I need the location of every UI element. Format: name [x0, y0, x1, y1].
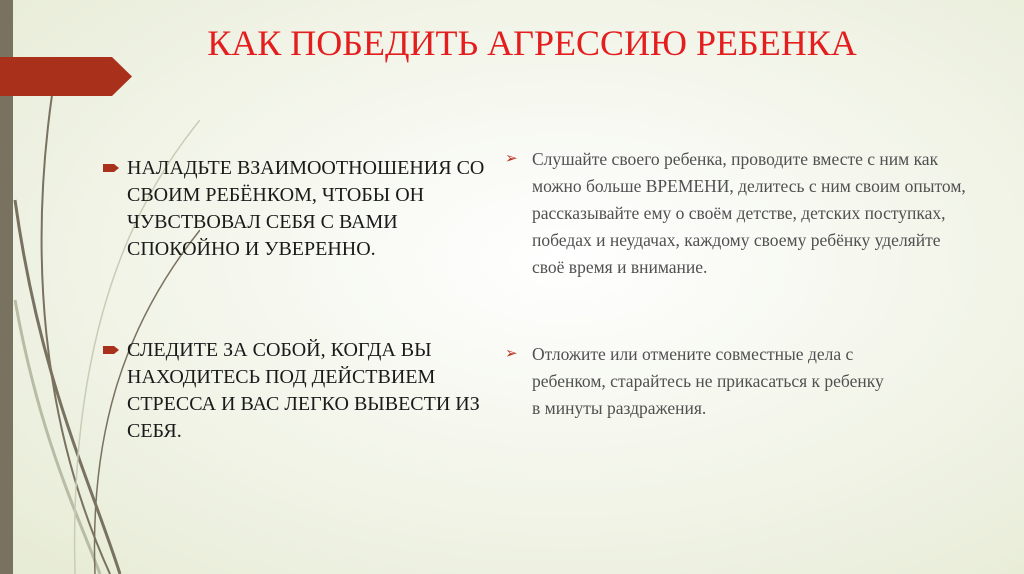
slide-title: КАК ПОБЕДИТЬ АГРЕССИЮ РЕБЕНКА [207, 23, 857, 63]
bullet-text: СЛЕДИТЕ ЗА СОБОЙ, КОГДА ВЫ НАХОДИТЕСЬ ПОД ДЕЙСТВИЕМ СТРЕССА И ВАС ЛЕГКО ВЫВЕСТИ ИЗ СЕБЯ. [127, 339, 480, 442]
arrowhead-bullet-icon: ➢ [505, 151, 518, 167]
bullet-text: НАЛАДЬТЕ ВЗАИМООТНОШЕНИЯ СО СВОИМ РЕБЁНКОМ, ЧТОБЫ ОН ЧУВСТВОВАЛ СЕБЯ С ВАМИ СПОКОЙНО И УВЕРЕННО. [127, 157, 485, 260]
bullet-text: Отложите или отмените совместные дела с ребенком, старайтесь не прикасаться к ребенку в минуты раздражения. [532, 344, 884, 418]
left-bullet-2 [103, 337, 503, 445]
right-bullet-2 [505, 341, 885, 422]
arrow-bullet-icon [103, 345, 119, 355]
bullet-text: Слушайте своего ребенка, проводите вместе с ним как можно больше ВРЕМЕНИ, делитесь с ним своим опытом, рассказывайте ему о своём детстве, детских поступках, победах и неудачах, каждому своему ребёнку уделяйте своё время и внимание. [532, 149, 966, 277]
arrowhead-bullet-icon: ➢ [505, 346, 518, 362]
left-bullet-1 [103, 155, 503, 263]
right-bullet-1 [505, 146, 975, 281]
arrow-bullet-icon [103, 163, 119, 173]
